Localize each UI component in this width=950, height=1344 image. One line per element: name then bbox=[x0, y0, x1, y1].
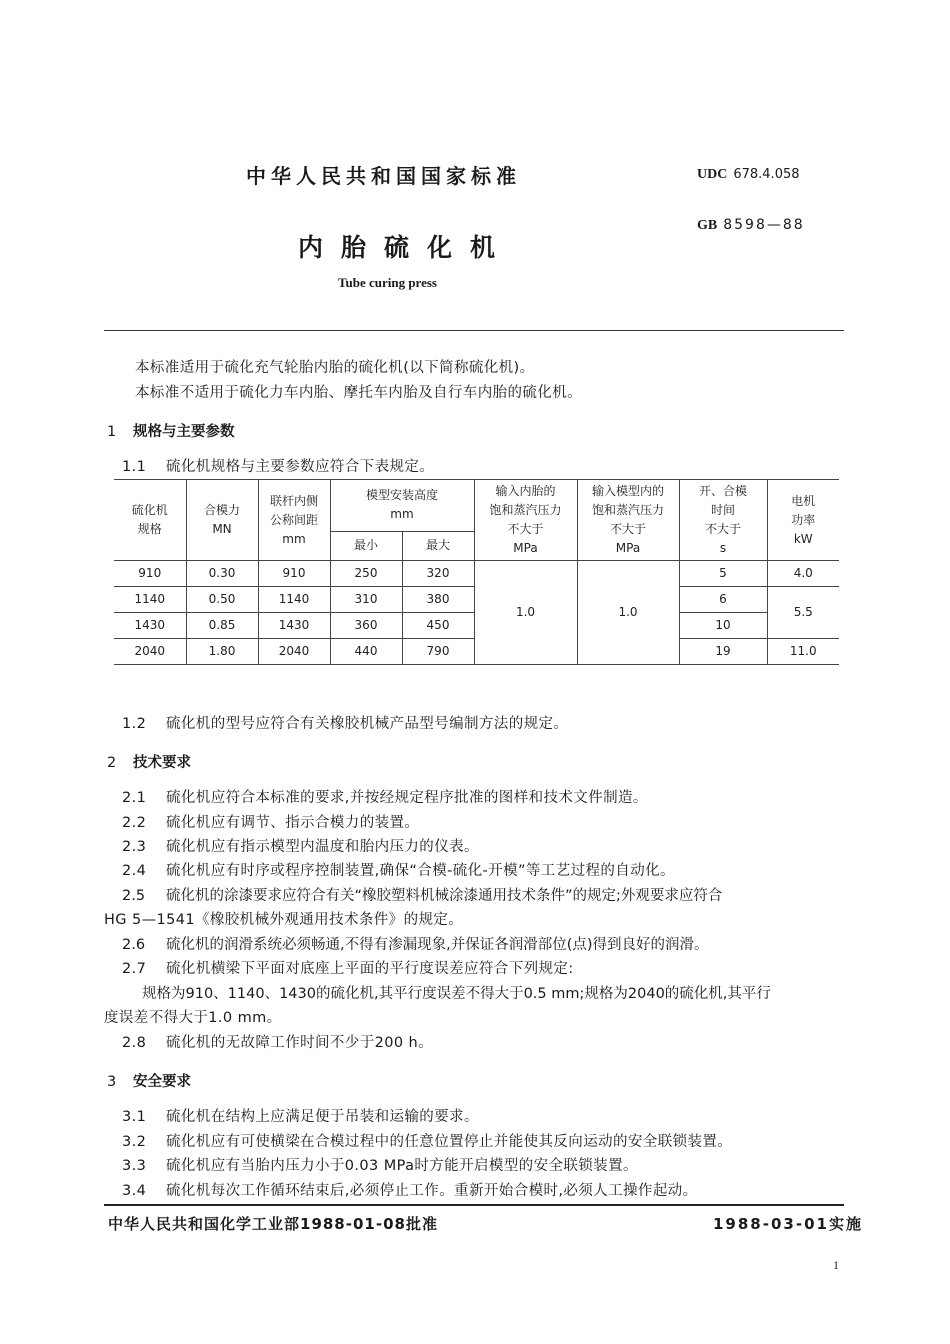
cell-spec: 910 bbox=[114, 561, 186, 587]
header-force: 合模力 MN bbox=[186, 480, 258, 561]
header-mold-height: 模型安装高度 mm bbox=[330, 480, 474, 532]
parameter-table bbox=[114, 479, 839, 665]
clause-3-4: 3.4 硫化机每次工作循环结束后,必须停止工作。重新开始合模时,必须人工操作起动。 bbox=[122, 1183, 698, 1199]
clause-1-1 bbox=[122, 455, 434, 476]
cell-spec: 1430 bbox=[114, 613, 186, 639]
cell-time: 6 bbox=[679, 587, 767, 613]
section-3-heading bbox=[107, 1070, 191, 1091]
cell-height-max: 790 bbox=[402, 639, 474, 665]
gb-value: 8598—88 bbox=[723, 217, 805, 233]
clause-2-7-detail: 规格为910、1140、1430的硫化机,其平行度误差不得大于0.5 mm;规格为2040的硫化机,其平行 bbox=[142, 986, 771, 1002]
cell-distance: 1140 bbox=[258, 587, 330, 613]
approval-line: 中华人民共和国化学工业部1988-01-08批准 bbox=[108, 1215, 438, 1233]
cell-time: 10 bbox=[679, 613, 767, 639]
clause-2-8: 2.8 硫化机的无故障工作时间不少于200 h。 bbox=[122, 1035, 433, 1051]
clause-2-1: 2.1 硫化机应符合本标准的要求,并按经规定程序批准的图样和技术文件制造。 bbox=[122, 790, 648, 806]
header-mold-pressure: 输入模型内的 饱和蒸汽压力 不大于 MPa bbox=[577, 480, 679, 561]
section-3-number: 3 bbox=[107, 1074, 117, 1090]
clause-2-4: 2.4 硫化机应有时序或程序控制装置,确保“合模-硫化-开模”等工艺过程的自动化。 bbox=[122, 863, 675, 879]
clause-2-5-continuation: HG 5—1541《橡胶机械外观通用技术条件》的规定。 bbox=[104, 912, 464, 928]
cell-height-min: 360 bbox=[330, 613, 402, 639]
cell-time: 19 bbox=[679, 639, 767, 665]
clause-3-1: 3.1 硫化机在结构上应满足便于吊装和运输的要求。 bbox=[122, 1109, 479, 1125]
section-3-title: 安全要求 bbox=[133, 1074, 191, 1090]
header-distance: 联杆内侧 公称间距 mm bbox=[258, 480, 330, 561]
cell-height-min: 310 bbox=[330, 587, 402, 613]
header-open-close-time: 开、合模 时间 不大于 s bbox=[679, 480, 767, 561]
header-rule bbox=[104, 330, 844, 331]
cell-spec: 1140 bbox=[114, 587, 186, 613]
header-height-min: 最小 bbox=[330, 531, 402, 560]
intro-paragraph-1: 本标准适用于硫化充气轮胎内胎的硫化机(以下简称硫化机)。 bbox=[135, 360, 535, 376]
cell-distance: 910 bbox=[258, 561, 330, 587]
udc-value: 678.4.058 bbox=[733, 167, 800, 182]
cell-force: 1.80 bbox=[186, 639, 258, 665]
cell-force: 0.30 bbox=[186, 561, 258, 587]
clause-2-7-detail-continuation: 度误差不得大于1.0 mm。 bbox=[104, 1010, 282, 1026]
document-subtitle-en: Tube curing press bbox=[338, 275, 437, 290]
udc-label: UDC bbox=[697, 167, 728, 182]
document-title: 内胎硫化机 bbox=[298, 233, 514, 262]
clause-text: 硫化机的型号应符合有关橡胶机械产品型号编制方法的规定。 bbox=[166, 716, 569, 732]
header-motor-power: 电机 功率 kW bbox=[767, 480, 839, 561]
cell-mold-pressure: 1.0 bbox=[577, 561, 679, 665]
section-2-heading bbox=[107, 751, 191, 772]
section-1-title: 规格与主要参数 bbox=[133, 424, 235, 440]
footer-rule bbox=[104, 1204, 844, 1206]
cell-height-max: 450 bbox=[402, 613, 474, 639]
table-row bbox=[114, 561, 839, 587]
cell-spec: 2040 bbox=[114, 639, 186, 665]
standard-type: 中华人民共和国国家标准 bbox=[246, 164, 521, 188]
section-2-number: 2 bbox=[107, 755, 117, 771]
clause-2-3: 2.3 硫化机应有指示模型内温度和胎内压力的仪表。 bbox=[122, 839, 479, 855]
cell-height-max: 320 bbox=[402, 561, 474, 587]
cell-force: 0.50 bbox=[186, 587, 258, 613]
clause-3-2: 3.2 硫化机应有可使横梁在合模过程中的任意位置停止并能使其反向运动的安全联锁装置。 bbox=[122, 1134, 733, 1150]
cell-height-min: 440 bbox=[330, 639, 402, 665]
gb-code bbox=[697, 217, 805, 234]
clause-2-2: 2.2 硫化机应有调节、指示合模力的装置。 bbox=[122, 815, 420, 831]
section-2-title: 技术要求 bbox=[133, 755, 191, 771]
cell-time: 5 bbox=[679, 561, 767, 587]
cell-distance: 2040 bbox=[258, 639, 330, 665]
udc-code bbox=[697, 167, 800, 183]
cell-height-min: 250 bbox=[330, 561, 402, 587]
clause-number: 1.1 bbox=[122, 459, 147, 475]
section-1-number: 1 bbox=[107, 424, 117, 440]
cell-power: 11.0 bbox=[767, 639, 839, 665]
header-height-max: 最大 bbox=[402, 531, 474, 560]
clause-2-7: 2.7 硫化机横梁下平面对底座上平面的平行度误差应符合下列规定: bbox=[122, 961, 574, 977]
cell-force: 0.85 bbox=[186, 613, 258, 639]
section-1-heading bbox=[107, 420, 235, 441]
clause-3-3: 3.3 硫化机应有当胎内压力小于0.03 MPa时方能开启模型的安全联锁装置。 bbox=[122, 1158, 638, 1174]
intro-paragraph-2: 本标准不适用于硫化力车内胎、摩托车内胎及自行车内胎的硫化机。 bbox=[135, 385, 582, 401]
clause-number: 1.2 bbox=[122, 716, 147, 732]
clause-2-5: 2.5 硫化机的涂漆要求应符合有关“橡胶塑料机械涂漆通用技术条件”的规定;外观要求应符合 bbox=[122, 888, 723, 904]
page-number: 1 bbox=[833, 1258, 839, 1272]
clause-text: 硫化机规格与主要参数应符合下表规定。 bbox=[166, 459, 435, 475]
cell-height-max: 380 bbox=[402, 587, 474, 613]
gb-label: GB bbox=[697, 218, 718, 233]
header-spec: 硫化机 规格 bbox=[114, 480, 186, 561]
effective-date: 1988-03-01实施 bbox=[713, 1215, 863, 1233]
cell-power: 4.0 bbox=[767, 561, 839, 587]
clause-1-2 bbox=[122, 712, 568, 733]
cell-distance: 1430 bbox=[258, 613, 330, 639]
cell-power: 5.5 bbox=[767, 587, 839, 639]
cell-inner-pressure: 1.0 bbox=[474, 561, 577, 665]
clause-2-6: 2.6 硫化机的润滑系统必须畅通,不得有渗漏现象,并保证各润滑部位(点)得到良好的润滑。 bbox=[122, 937, 709, 953]
header-inner-pressure: 输入内胎的 饱和蒸汽压力 不大于 MPa bbox=[474, 480, 577, 561]
